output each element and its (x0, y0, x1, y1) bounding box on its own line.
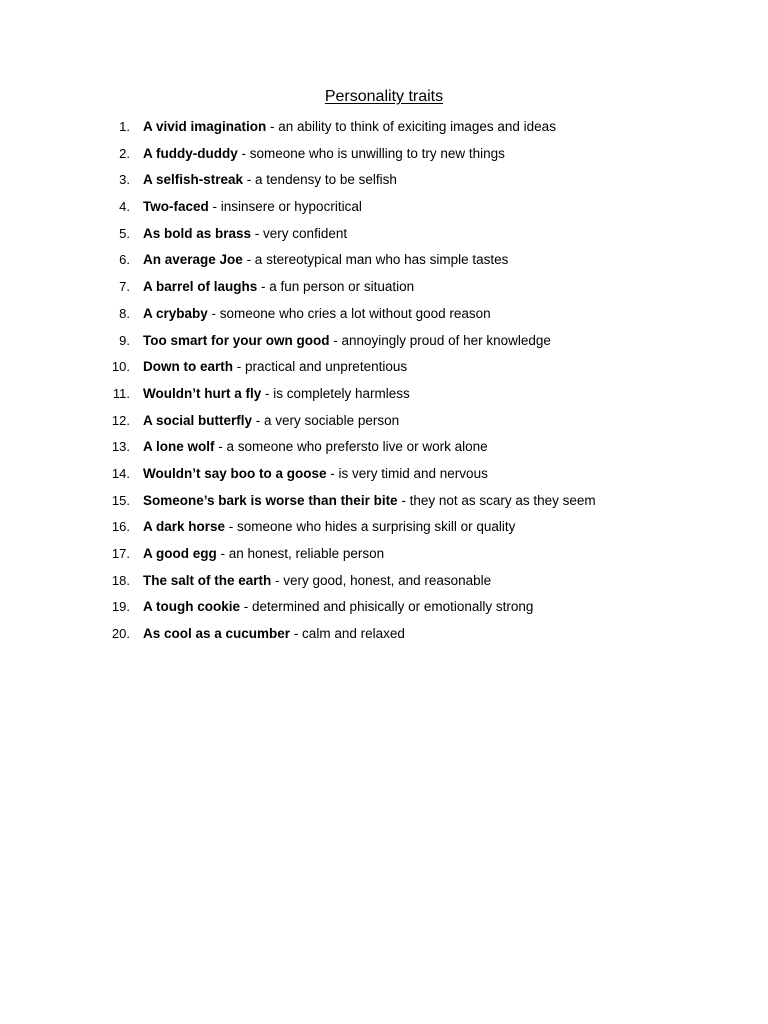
list-item (0, 167, 700, 194)
item-number: 17. (111, 546, 130, 561)
item-number: 2. (119, 145, 130, 161)
item-number: 14. (111, 465, 130, 481)
item-text (143, 141, 505, 168)
item-number: 16. (111, 519, 130, 535)
item-text (143, 488, 596, 515)
item-definition: - a someone who prefersto live or work alone (214, 439, 488, 455)
item-number: 10. (111, 359, 130, 375)
item-number: 3. (119, 172, 130, 188)
item-definition: - someone who cries a lot without good reason (207, 305, 491, 321)
item-text (143, 408, 399, 435)
item-definition: - a stereotypical man who has simple tastes (242, 252, 509, 268)
list-item (0, 328, 700, 355)
item-number: 5. (119, 225, 130, 241)
list-item (0, 114, 700, 141)
list-item (0, 461, 700, 488)
list-item (0, 514, 700, 541)
list-item (0, 594, 700, 621)
item-definition: - practical and unpretentious (233, 359, 408, 375)
item-number: 12. (111, 412, 130, 428)
item-text (143, 167, 397, 194)
list-item (0, 541, 700, 568)
item-term: A good egg (143, 546, 217, 561)
item-definition: - is completely harmless (261, 385, 410, 401)
item-term: A selfish-streak (143, 172, 244, 188)
item-number: 19. (111, 599, 130, 615)
item-number: 1. (119, 119, 130, 134)
list-item (0, 221, 700, 248)
item-term: Wouldn’t hurt a fly (143, 385, 262, 401)
item-number: 7. (119, 279, 130, 295)
item-term: Two-faced (143, 199, 209, 215)
item-text (143, 328, 551, 355)
item-definition: - an ability to think of exiciting images and ideas (266, 119, 556, 134)
item-text (143, 594, 533, 621)
item-text (143, 301, 491, 328)
item-term: A social butterfly (143, 412, 253, 428)
item-text (143, 381, 410, 408)
item-text (143, 221, 347, 248)
item-number: 9. (119, 332, 130, 348)
item-definition: - a fun person or situation (257, 279, 415, 295)
list-item (0, 488, 700, 515)
item-term: Down to earth (143, 359, 233, 375)
list-item (0, 568, 700, 595)
item-number: 4. (119, 199, 130, 215)
list-item (0, 141, 700, 168)
item-definition: - insinsere or hypocritical (208, 199, 362, 215)
item-text (143, 354, 407, 381)
item-text (143, 194, 362, 221)
item-term: A fuddy-duddy (143, 145, 238, 161)
item-term: Too smart for your own good (143, 332, 330, 348)
list-item (0, 247, 700, 274)
item-definition: - they not as scary as they seem (397, 492, 596, 508)
item-term: Wouldn’t say boo to a goose (143, 465, 327, 481)
list-item (0, 408, 700, 435)
item-definition: - annoyingly proud of her knowledge (329, 332, 551, 348)
item-term: A tough cookie (143, 599, 240, 615)
list-item (0, 194, 700, 221)
list-item (0, 434, 700, 461)
item-term: A dark horse (143, 519, 226, 535)
list-item (0, 621, 700, 648)
item-number: 8. (119, 305, 130, 321)
item-text (143, 434, 488, 461)
item-definition: - someone who hides a surprising skill or quality (225, 519, 516, 535)
item-text (143, 247, 508, 274)
item-term: As bold as brass (143, 225, 252, 241)
item-text (143, 114, 556, 141)
item-number: 13. (111, 439, 130, 455)
item-term: A lone wolf (143, 439, 215, 455)
item-definition: - a tendensy to be selfish (243, 172, 397, 188)
item-term: The salt of the earth (143, 572, 272, 588)
item-number: 20. (111, 626, 130, 642)
item-number: 11. (112, 385, 130, 401)
item-number: 15. (111, 492, 130, 508)
item-term: A crybaby (143, 305, 208, 321)
traits-list (0, 114, 700, 648)
item-definition: - a very sociable person (252, 412, 400, 428)
item-text (143, 541, 384, 568)
item-definition: - is very timid and nervous (326, 465, 488, 481)
item-definition: - very good, honest, and reasonable (271, 572, 492, 588)
item-text (143, 514, 515, 541)
item-term: As cool as a cucumber (143, 626, 291, 642)
item-term: A vivid imagination (143, 119, 267, 134)
list-item (0, 274, 700, 301)
item-term: A barrel of laughs (143, 279, 258, 295)
list-item (0, 354, 700, 381)
item-number: 18. (111, 572, 130, 588)
item-term: Someone’s bark is worse than their bite (143, 492, 398, 508)
item-text (143, 621, 405, 648)
item-text (143, 568, 491, 595)
list-item (0, 381, 700, 408)
item-text (143, 461, 488, 488)
item-definition: - an honest, reliable person (216, 546, 385, 561)
item-definition: - calm and relaxed (290, 626, 405, 642)
item-term: An average Joe (143, 252, 243, 268)
item-text (143, 274, 414, 301)
list-item (0, 301, 700, 328)
item-definition: - determined and phisically or emotionally strong (240, 599, 534, 615)
page-title: Personality traits (324, 88, 444, 105)
item-number: 6. (119, 252, 130, 268)
item-definition: - someone who is unwilling to try new things (237, 145, 505, 161)
item-definition: - very confident (251, 225, 348, 241)
